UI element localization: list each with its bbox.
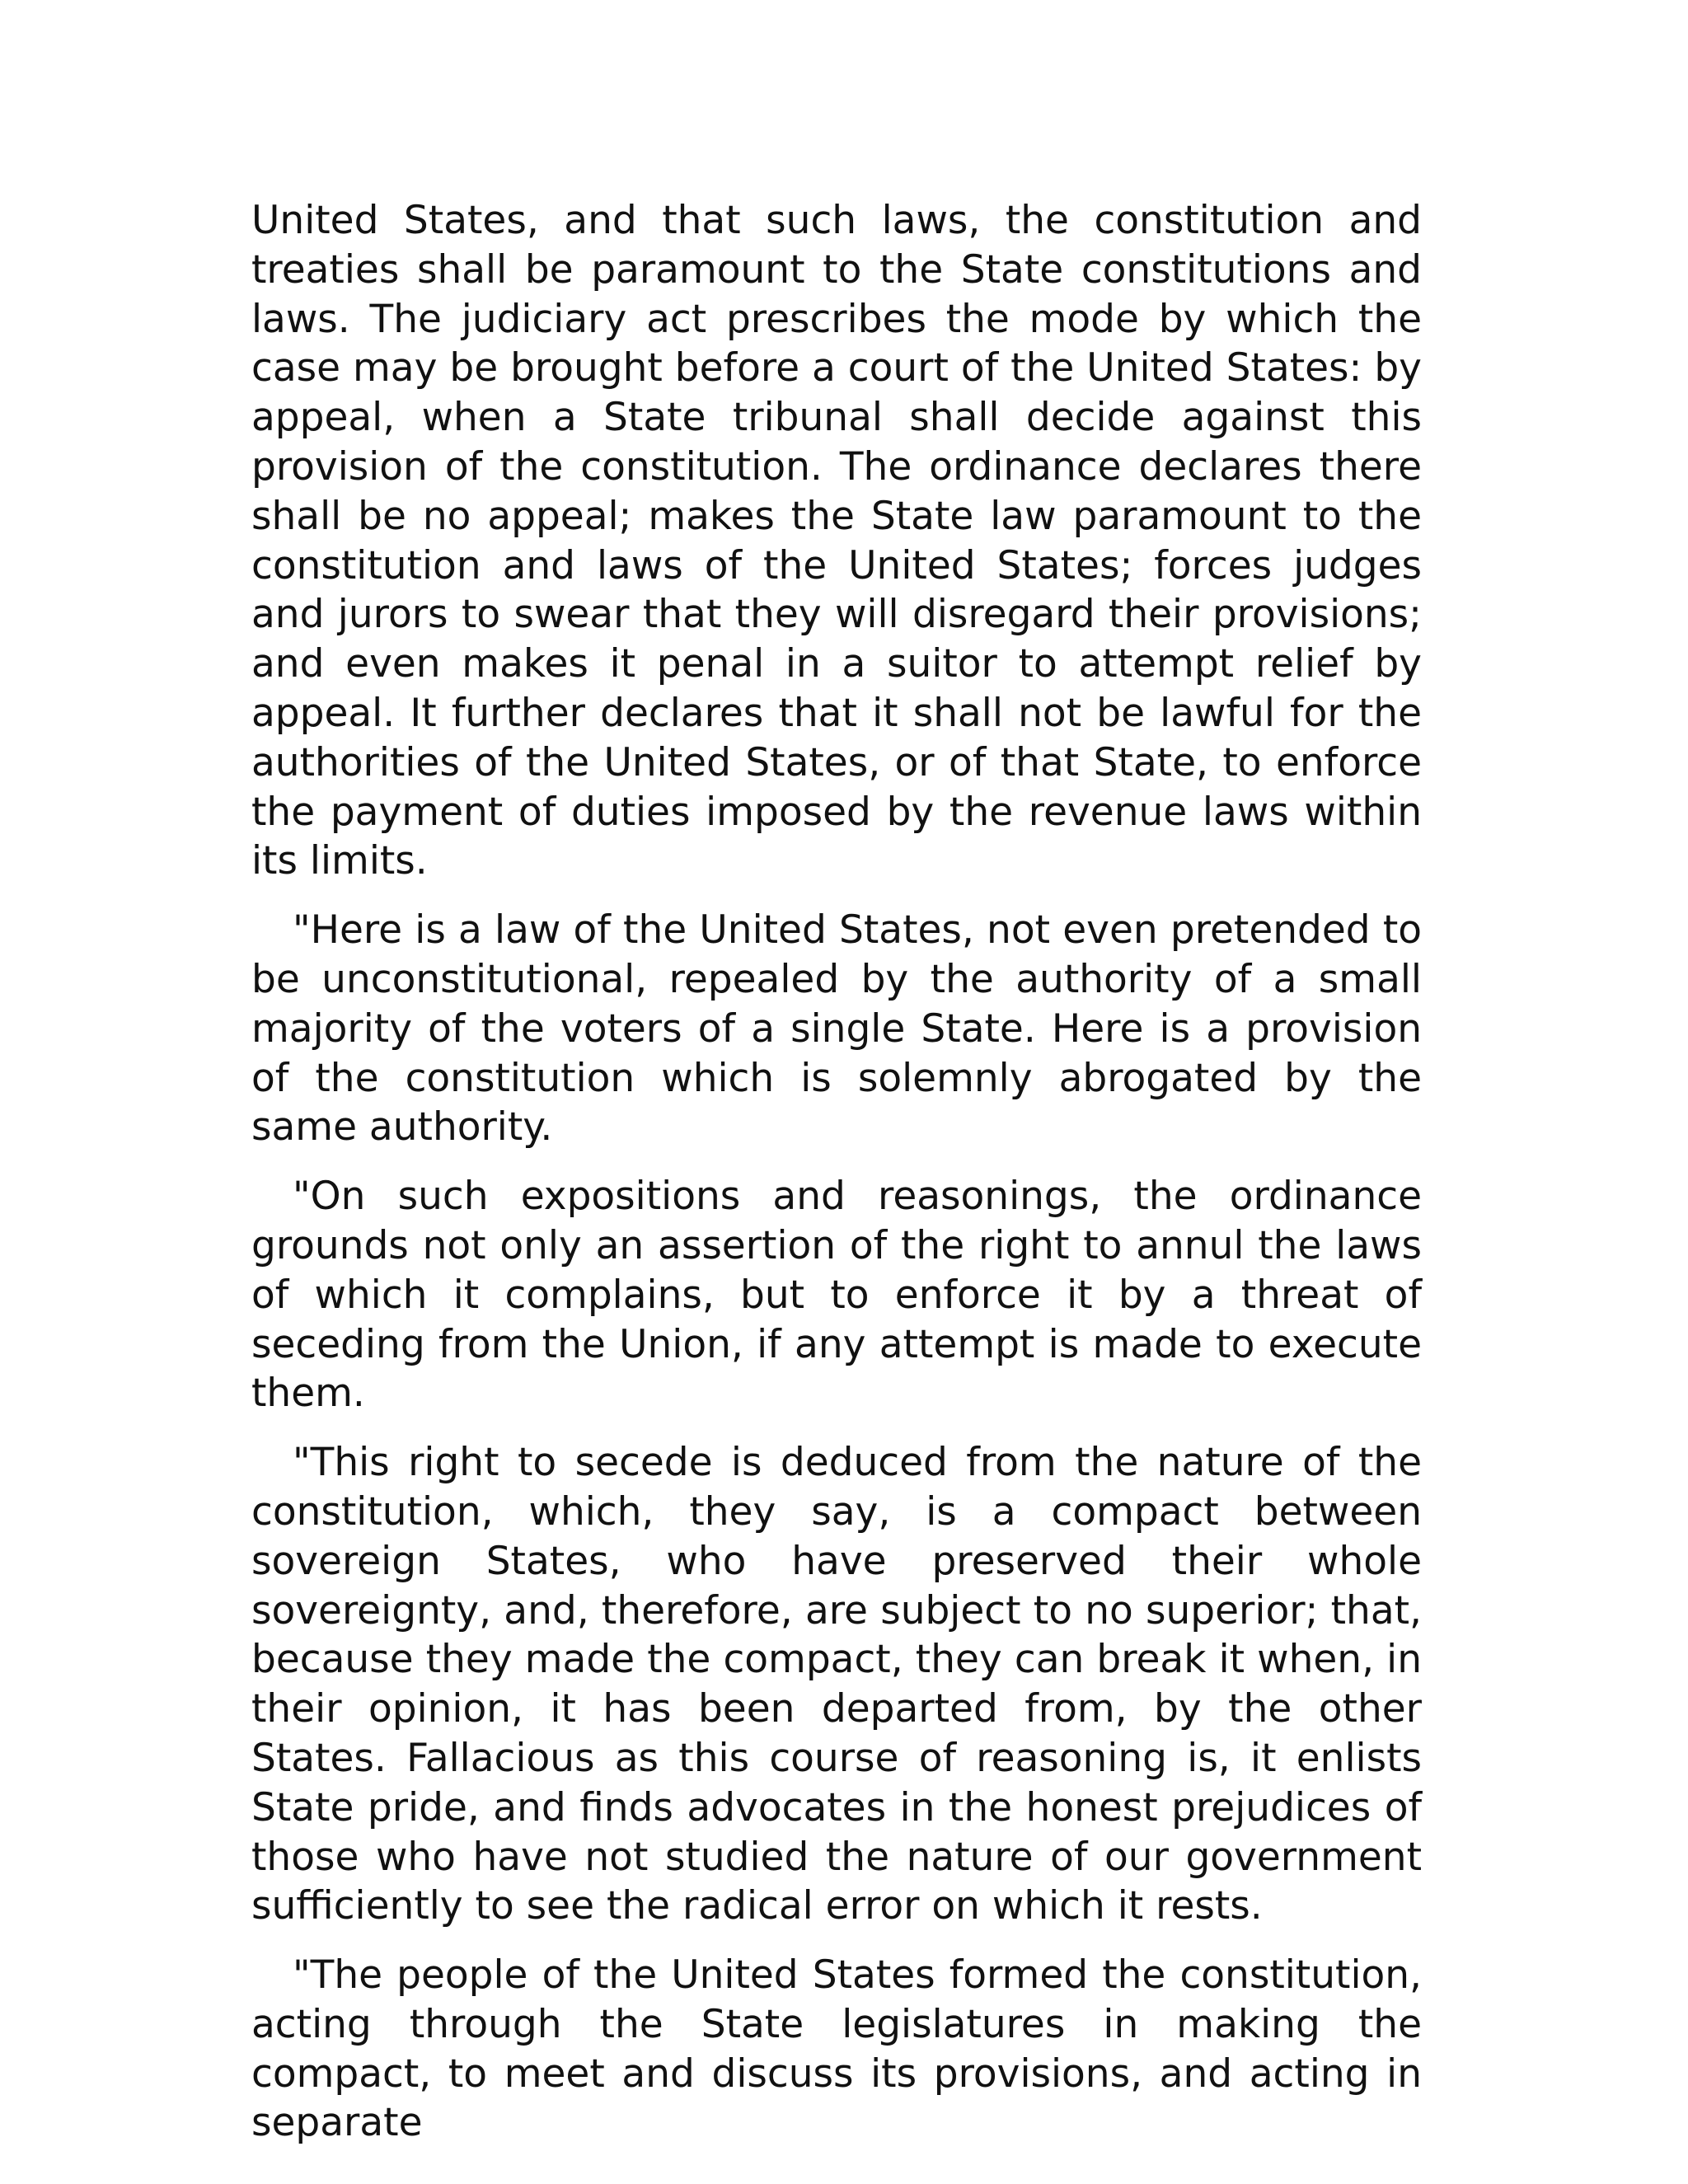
body-text [251, 196, 1422, 2168]
paragraph-3: "On such expositions and reasonings, the ordinance grounds not only an assertion of the right to annul the laws of which it complains, but to enforce it by a threat of seceding from the Union, if any attempt is made to execute them. [251, 1174, 1422, 1417]
paragraph-2: "Here is a law of the United States, not even pretended to be unconstitutional, repealed by the authority of a small majority of the voters of a single State. Here is a provision of the constitution which is solemnly abrogated by the same authority. [251, 907, 1422, 1151]
paragraph-4: "This right to secede is deduced from the nature of the constitution, which, they say, is a compact between sovereign States, who have preserved their whole sovereignty, and, therefore, are subject to no superior; that, because they made the compact, they can break it when, in their opinion, it has been departed from, by the other States. Fallacious as this course of reasoning is, it enlists State pride, and finds advocates in the honest prejudices of those who have not studied the nature of our government sufficiently to see the radical error on which it rests. [251, 1440, 1422, 1929]
paragraph-5: "The people of the United States formed the constitution, acting through the State legislatures in making the compact, to meet and discuss its provisions, and acting in separate [251, 1952, 1422, 2146]
paragraph-1: United States, and that such laws, the constitution and treaties shall be paramount to the State constitutions and laws. The judiciary act prescribes the mode by which the case may be brought before a court of the United States: by appeal, when a State tribunal shall decide against this provision of the constitution. The ordinance declares there shall be no appeal; makes the State law paramount to the constitution and laws of the United States; forces judges and jurors to swear that they will disregard their provisions; and even makes it penal in a suitor to attempt relief by appeal. It further declares that it shall not be lawful for the authorities of the United States, or of that State, to enforce the payment of duties imposed by the revenue laws within its limits. [251, 198, 1422, 884]
